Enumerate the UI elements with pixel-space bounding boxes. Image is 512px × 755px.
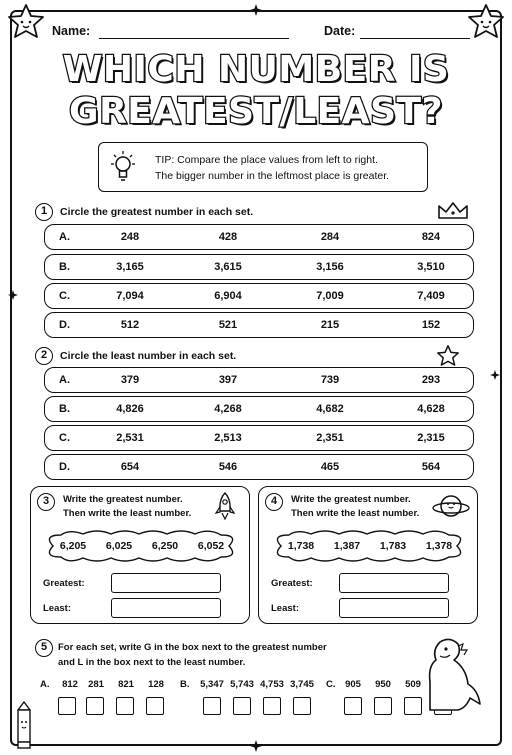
section-3-line-1: Write the greatest number.: [63, 494, 183, 505]
pencil-icon: [12, 700, 36, 750]
tip-line-1: TIP: Compare the place values from left to right.: [155, 154, 378, 166]
number-option[interactable]: 3,156: [316, 261, 344, 273]
number-option[interactable]: 654: [120, 461, 140, 473]
greatest-answer-box[interactable]: [111, 573, 221, 593]
number-option[interactable]: 2,315: [417, 432, 445, 444]
row-label: D.: [59, 461, 70, 473]
set-label: A.: [40, 679, 50, 690]
table-row: [44, 254, 474, 280]
number-option[interactable]: 284: [320, 231, 340, 243]
number-option[interactable]: 564: [421, 461, 441, 473]
row-label: C.: [59, 290, 70, 302]
rocket-icon: [213, 491, 237, 521]
number-option[interactable]: 824: [421, 231, 441, 243]
answer-box[interactable]: [374, 697, 392, 715]
answer-box[interactable]: [116, 697, 134, 715]
number-option: 281: [88, 679, 104, 690]
section-3-box: [30, 486, 250, 624]
number-option[interactable]: 6,904: [214, 290, 242, 302]
set-label: C.: [326, 679, 336, 690]
question-number-4: 4: [265, 493, 283, 511]
row-label: A.: [59, 231, 70, 243]
question-number-3: 3: [37, 493, 55, 511]
small-star-icon: [250, 740, 262, 752]
date-field[interactable]: [360, 38, 470, 39]
answer-box[interactable]: [86, 697, 104, 715]
number-option[interactable]: 546: [218, 461, 238, 473]
answer-box[interactable]: [263, 697, 281, 715]
tip-line-2: The bigger number in the leftmost place is greater.: [155, 170, 390, 182]
number-option[interactable]: 3,510: [417, 261, 445, 273]
number-option: 950: [375, 679, 391, 690]
number-option: 821: [118, 679, 134, 690]
section-1-instruction: Circle the greatest number in each set.: [60, 206, 254, 218]
number-option: 1,378: [425, 540, 453, 552]
section-3-line-2: Then write the least number.: [63, 508, 192, 519]
number-option[interactable]: 379: [120, 374, 140, 386]
number-option: 6,025: [105, 540, 133, 552]
answer-box[interactable]: [146, 697, 164, 715]
greatest-label: Greatest:: [271, 578, 313, 589]
number-option[interactable]: 2,351: [316, 432, 344, 444]
least-label: Least:: [271, 603, 299, 614]
row-label: D.: [59, 319, 70, 331]
number-option[interactable]: 7,409: [417, 290, 445, 302]
number-cloud: [39, 529, 243, 563]
number-option[interactable]: 428: [218, 231, 238, 243]
set-label: B.: [180, 679, 190, 690]
small-star-icon: [490, 370, 500, 380]
name-field[interactable]: [99, 38, 289, 39]
table-row: [44, 396, 474, 422]
number-option: 3,745: [290, 679, 314, 690]
section-4-box: [258, 486, 478, 624]
least-answer-box[interactable]: [111, 598, 221, 618]
answer-box[interactable]: [233, 697, 251, 715]
number-option[interactable]: 512: [120, 319, 140, 331]
number-option[interactable]: 4,268: [214, 403, 242, 415]
page-title-line-1: WHICH NUMBER IS: [62, 49, 450, 90]
number-option[interactable]: 7,009: [316, 290, 344, 302]
small-star-icon: [250, 4, 262, 16]
table-row: [44, 312, 474, 338]
table-row: [44, 224, 474, 250]
header: [52, 24, 472, 42]
section-5-line-1: For each set, write G in the box next to the greatest number: [58, 642, 327, 653]
number-option: 5,347: [200, 679, 224, 690]
table-row: [44, 425, 474, 451]
number-option: 4,753: [260, 679, 284, 690]
star-icon: [436, 344, 460, 368]
question-number-5: 5: [35, 639, 53, 657]
name-label: Name:: [52, 24, 91, 38]
small-star-icon: [8, 290, 18, 300]
dinosaur-icon: [418, 632, 484, 712]
number-option[interactable]: 293: [421, 374, 441, 386]
section-4-line-1: Write the greatest number.: [291, 494, 411, 505]
answer-box[interactable]: [203, 697, 221, 715]
number-option: 5,743: [230, 679, 254, 690]
row-label: A.: [59, 374, 70, 386]
row-label: C.: [59, 432, 70, 444]
number-option: 6,052: [197, 540, 225, 552]
number-option[interactable]: 248: [120, 231, 140, 243]
number-cloud: [267, 529, 471, 563]
number-option[interactable]: 7,094: [116, 290, 144, 302]
number-option: 509: [405, 679, 421, 690]
number-option[interactable]: 3,615: [214, 261, 242, 273]
table-row: [44, 454, 474, 480]
number-option: 1,783: [379, 540, 407, 552]
planet-icon: [431, 491, 471, 521]
section-5-line-2: and L in the box next to the least number.: [58, 657, 246, 668]
tip-box: [98, 142, 428, 192]
greatest-label: Greatest:: [43, 578, 85, 589]
answer-box[interactable]: [293, 697, 311, 715]
table-row: [44, 367, 474, 393]
section-2-instruction: Circle the least number in each set.: [60, 350, 237, 362]
number-option[interactable]: 215: [320, 319, 340, 331]
greatest-answer-box[interactable]: [339, 573, 449, 593]
section-4-line-2: Then write the least number.: [291, 508, 420, 519]
number-option[interactable]: 2,513: [214, 432, 242, 444]
number-option[interactable]: 3,165: [116, 261, 144, 273]
least-answer-box[interactable]: [339, 598, 449, 618]
number-option[interactable]: 4,682: [316, 403, 344, 415]
date-label: Date:: [324, 24, 356, 38]
number-option: 128: [148, 679, 164, 690]
crown-icon: [436, 200, 470, 222]
row-label: B.: [59, 403, 70, 415]
number-option[interactable]: 4,826: [116, 403, 144, 415]
answer-box[interactable]: [58, 697, 76, 715]
answer-box[interactable]: [344, 697, 362, 715]
number-option[interactable]: 739: [320, 374, 340, 386]
least-label: Least:: [43, 603, 71, 614]
number-option: 6,205: [59, 540, 87, 552]
row-label: B.: [59, 261, 70, 273]
number-option: 812: [62, 679, 78, 690]
number-option: 6,250: [151, 540, 179, 552]
number-option[interactable]: 152: [421, 319, 441, 331]
number-option: 905: [345, 679, 361, 690]
number-option[interactable]: 465: [320, 461, 340, 473]
question-number-1: 1: [35, 203, 53, 221]
number-option[interactable]: 4,628: [417, 403, 445, 415]
number-option: 1,387: [333, 540, 361, 552]
lightbulb-icon: [109, 150, 137, 184]
star-face-icon: [6, 2, 46, 42]
star-face-icon: [466, 2, 506, 42]
number-option[interactable]: 521: [218, 319, 238, 331]
table-row: [44, 283, 474, 309]
question-number-2: 2: [35, 347, 53, 365]
number-option[interactable]: 397: [218, 374, 238, 386]
page-title-line-2: GREATEST/LEAST?: [69, 91, 443, 132]
number-option: 1,738: [287, 540, 315, 552]
number-option[interactable]: 2,531: [116, 432, 144, 444]
